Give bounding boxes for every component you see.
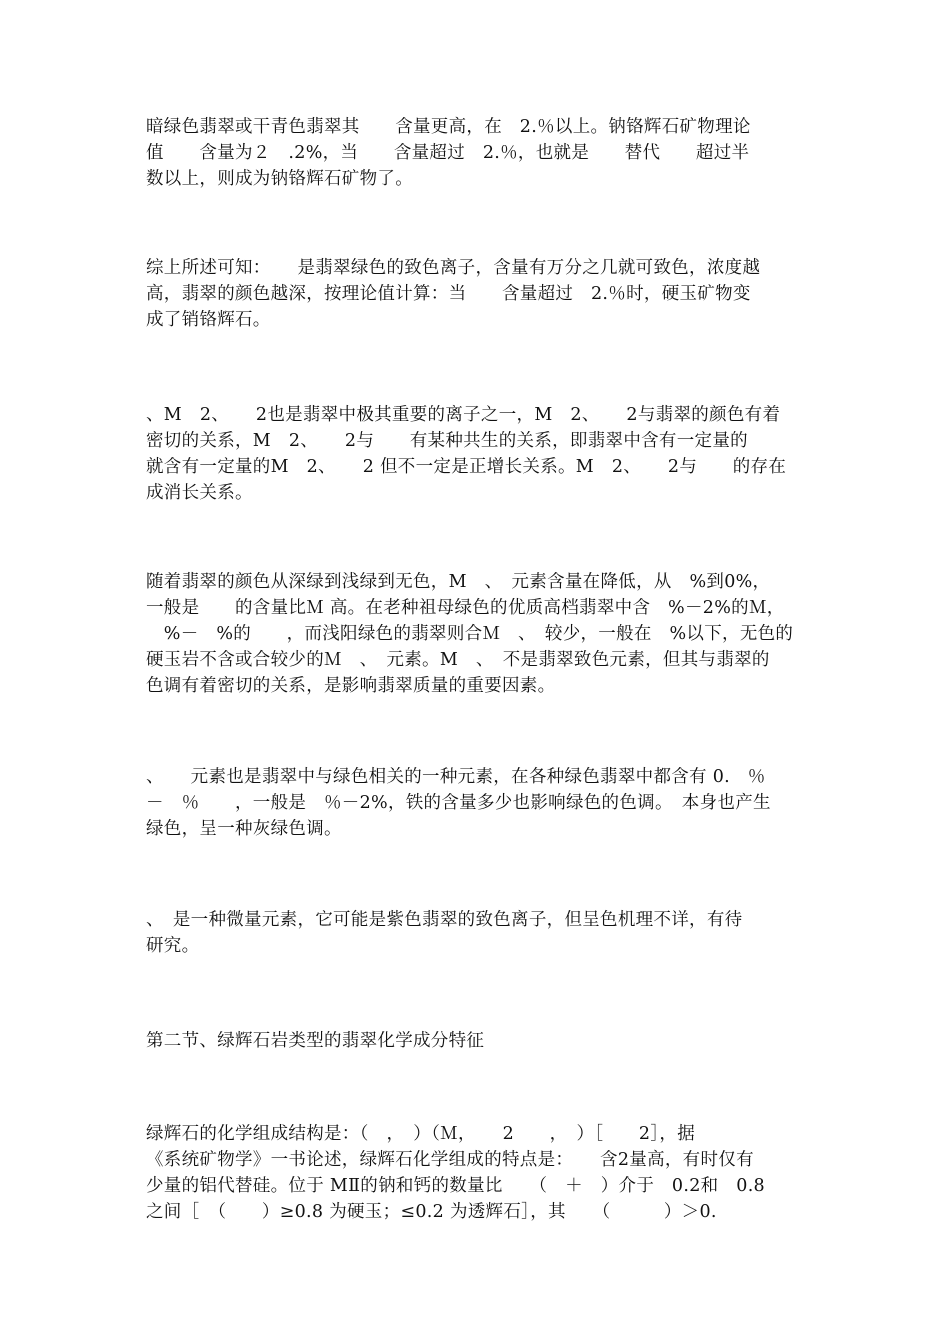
paragraph-summary — [146, 255, 811, 333]
text-line: 随着翡翠的颜色从深绿到浅绿到无色，M 、 元素含量在降低，从 %到0%， — [146, 572, 771, 592]
paragraph-chromium-content — [146, 114, 811, 192]
text-line: 暗绿色翡翠或干青色翡翠其 含量更高，在 2.％以上。钠铬辉石矿物理论 — [146, 117, 751, 137]
text-line: 研究。 — [146, 936, 200, 956]
text-line: %－ %的 ，而浅阳绿色的翡翠则合Ｍ 、 较少，一般在 %以下，无色的 — [146, 624, 794, 644]
text-line: 数以上，则成为钠铬辉石矿物了。 — [146, 169, 413, 189]
text-line: － ％ ，一般是 ％－2%，铁的含量多少也影响绿色的色调。 本身也产生 — [146, 793, 771, 813]
text-line: 绿色，呈一种灰绿色调。 — [146, 819, 342, 839]
text-line: 《系统矿物学》一书论述，绿辉石化学组成的特点是： 含2量高，有时仅有 — [146, 1150, 754, 1170]
text-line: 高，翡翠的颜色越深，按理论值计算：当 含量超过 2.％时，硬玉矿物变 — [146, 284, 751, 304]
text-line: 综上所述可知： 是翡翠绿色的致色离子，含量有万分之几就可致色，浓度越 — [146, 258, 761, 278]
text-line: 硬玉岩不含或合较少的Ｍ 、 元素。M 、 不是翡翠致色元素，但其与翡翠的 — [146, 650, 770, 670]
text-line: 成了销铬辉石。 — [146, 310, 271, 330]
text-line: 成消长关系。 — [146, 483, 253, 503]
paragraph-color-gradient — [146, 569, 811, 699]
section-heading — [146, 1028, 811, 1054]
text-line: 密切的关系，M 2、 2与 有某种共生的关系，即翡翠中含有一定量的 — [146, 431, 748, 451]
text-line: 少量的铝代替硅。位于 MⅡ的钠和钙的数量比 （ ＋ ）介于 0.2和 0.8 — [146, 1176, 765, 1196]
text-line: 绿辉石的化学组成结构是：（ ， ）（Ｍ， 2 ， ）［ 2］，据 — [146, 1124, 696, 1144]
text-line: 、 元素也是翡翠中与绿色相关的一种元素，在各种绿色翡翠中都含有 0. ％ — [146, 767, 766, 787]
text-line: 色调有着密切的关系，是影响翡翠质量的重要因素。 — [146, 676, 556, 696]
section-title: 第二节、绿辉石岩类型的翡翠化学成分特征 — [146, 1031, 485, 1051]
text-line: 、 是一种微量元素，它可能是紫色翡翠的致色离子，但呈色机理不详，有待 — [146, 910, 743, 930]
paragraph-omphacite-structure — [146, 1121, 811, 1225]
paragraph-iron-element — [146, 764, 811, 842]
text-line: 、M 2、 2也是翡翠中极其重要的离子之一，M 2、 2与翡翠的颜色有着 — [146, 405, 781, 425]
text-line: 就含有一定量的M 2、 2 但不一定是正增长关系。M 2、 2与 的存在 — [146, 457, 787, 477]
paragraph-trace-element — [146, 907, 811, 959]
text-line: 一般是 的含量比Ｍ 高。在老种祖母绿色的优质高档翡翠中含 %－2%的Ｍ， — [146, 598, 785, 618]
text-line: 之间［ （ ）≥0.8 为硬玉；≤0.2 为透辉石］，其 （ ）＞0. — [146, 1202, 717, 1222]
text-line: 值 含量为２ .2%，当 含量超过 2.％，也就是 替代 超过半 — [146, 143, 750, 163]
paragraph-metal-ions — [146, 402, 811, 506]
